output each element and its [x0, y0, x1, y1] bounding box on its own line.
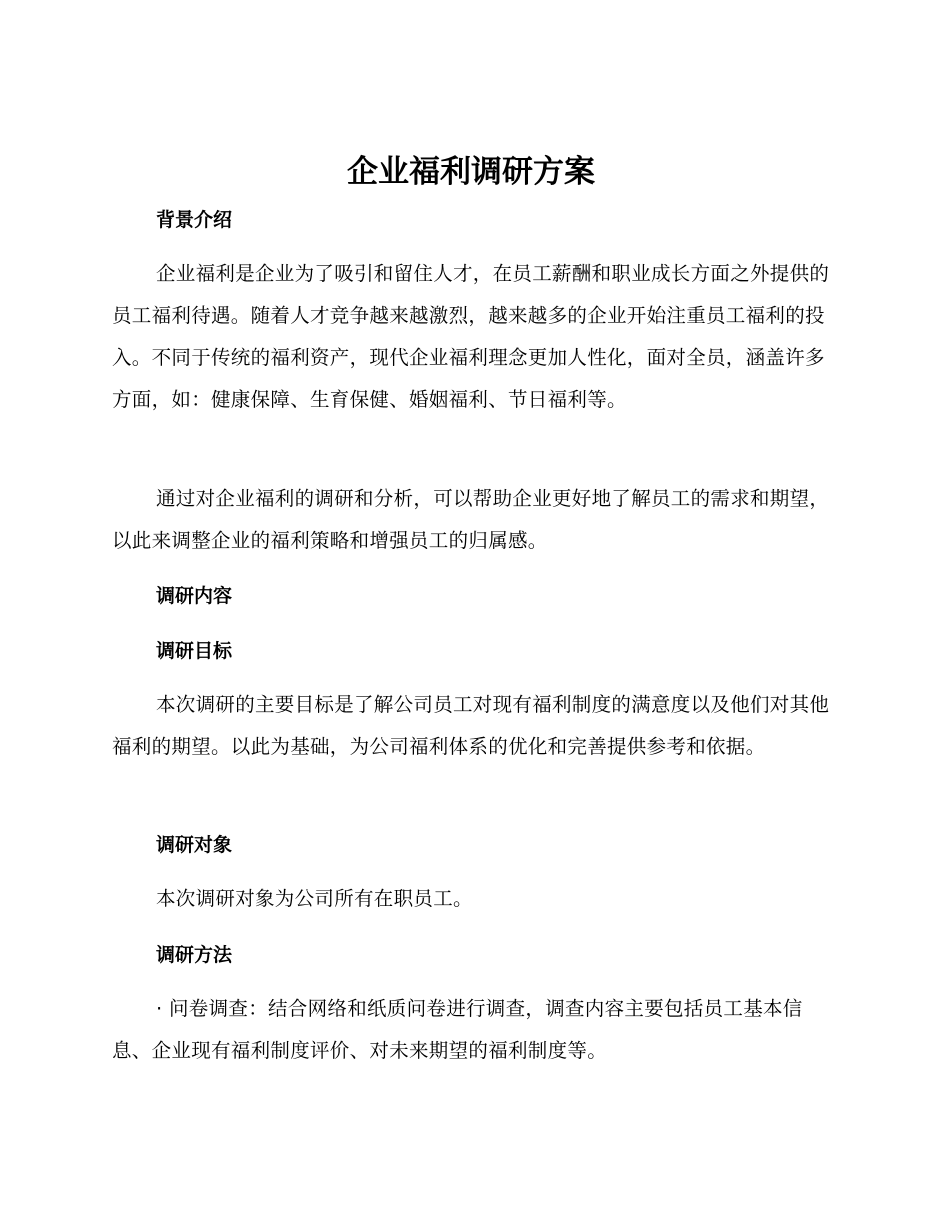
document-title: 企业福利调研方案 — [347, 154, 595, 190]
section-heading-background: 背景介绍 — [156, 209, 233, 231]
target-paragraph: 本次调研对象为公司所有在职员工。 — [156, 887, 473, 910]
section-heading-goal: 调研目标 — [156, 640, 233, 662]
method-list-item: · 问卷调查：结合网络和纸质问卷进行调查，调查内容主要包括员工基本信息、企业现有福利制度评价、对未来期望的福利制度等。 — [112, 997, 803, 1062]
background-paragraph-1: 企业福利是企业为了吸引和留住人才，在员工薪酬和职业成长方面之外提供的员工福利待遇。随着人才竞争越来越激烈，越来越多的企业开始注重员工福利的投入。不同于传统的福利资产，现代企业福利理念更加人性化，面对全员，涵盖许多方面，如：健康保障、生育保健、婚姻福利、节日福利等。 — [112, 262, 830, 411]
background-paragraph-2: 通过对企业福利的调研和分析，可以帮助企业更好地了解员工的需求和期望，以此来调整企业的福利策略和增强员工的归属感。 — [112, 487, 830, 552]
goal-paragraph: 本次调研的主要目标是了解公司员工对现有福利制度的满意度以及他们对其他福利的期望。以此为基础，为公司福利体系的优化和完善提供参考和依据。 — [112, 693, 830, 758]
section-heading-content: 调研内容 — [156, 585, 233, 607]
section-heading-method: 调研方法 — [156, 944, 233, 966]
section-heading-target: 调研对象 — [156, 834, 233, 856]
